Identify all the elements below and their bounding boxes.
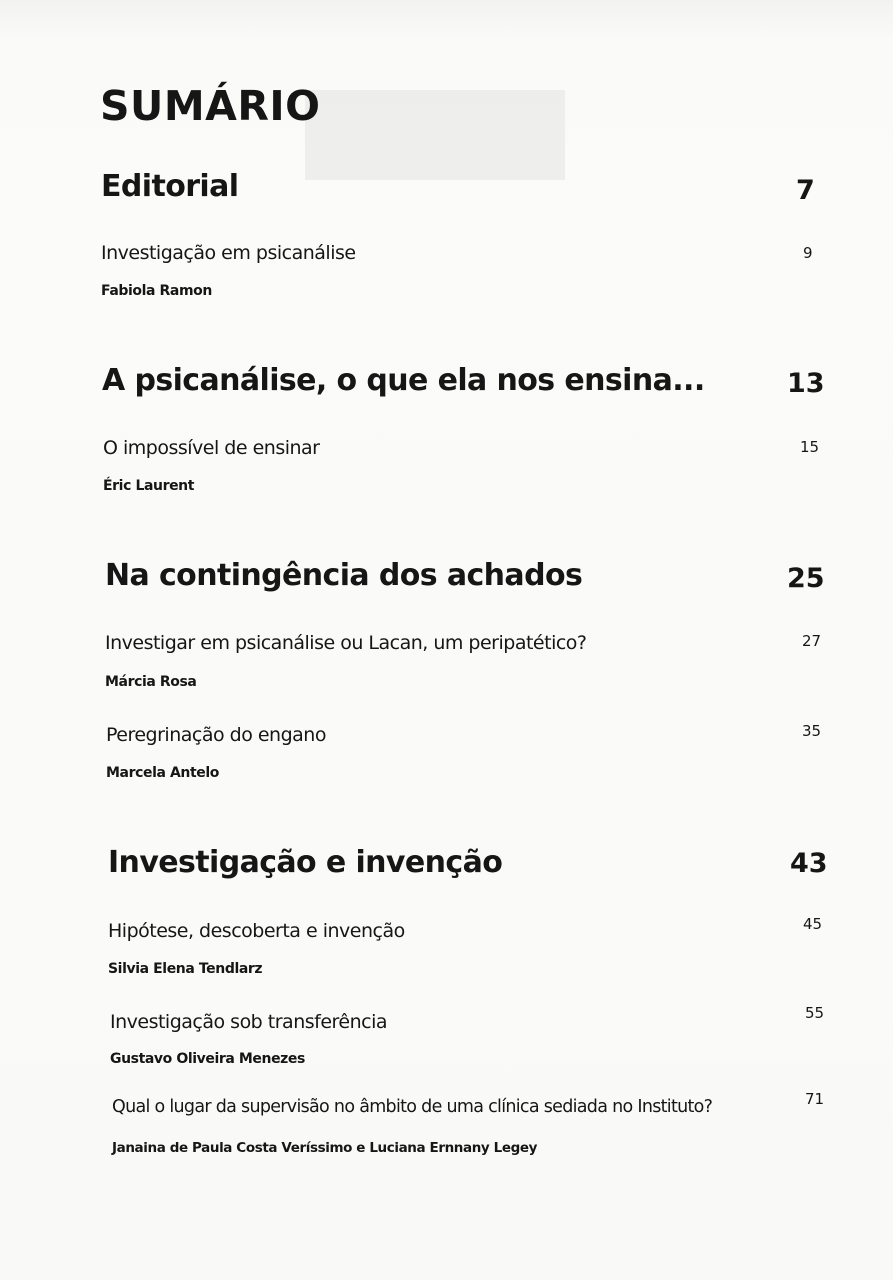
article-author: Márcia Rosa [105,674,197,690]
article-page-number: 55 [805,1004,825,1022]
section-page-number: 7 [796,175,815,206]
section-title[interactable]: Investigação e invenção [108,845,503,880]
page-title: SUMÁRIO [100,82,321,130]
article-author: Janaina de Paula Costa Veríssimo e Luciana Ernnany Legey [112,1140,538,1156]
section-title[interactable]: Editorial [101,169,239,204]
article-page-number: 45 [803,915,823,933]
section-title[interactable]: Na contingência dos achados [105,558,583,593]
article-page-number: 27 [802,632,822,650]
article-author: Gustavo Oliveira Menezes [110,1051,305,1067]
article-title[interactable]: Peregrinação do engano [106,724,326,746]
article-title[interactable]: Investigação em psicanálise [101,242,356,264]
article-page-number: 71 [805,1090,825,1108]
show-through-shadow [305,90,565,180]
section-page-number: 25 [787,563,825,594]
article-title[interactable]: Qual o lugar da supervisão no âmbito de uma clínica sediada no Instituto? [112,1097,713,1117]
article-title[interactable]: O impossível de ensinar [103,437,320,459]
section-title[interactable]: A psicanálise, o que ela nos ensina... [102,363,705,398]
section-page-number: 13 [787,368,825,399]
article-title[interactable]: Hipótese, descoberta e invenção [108,920,405,942]
article-author: Silvia Elena Tendlarz [108,961,263,977]
article-title[interactable]: Investigar em psicanálise ou Lacan, um peripatético? [105,632,587,654]
article-author: Marcela Antelo [106,765,220,781]
article-title[interactable]: Investigação sob transferência [110,1011,388,1033]
article-page-number: 9 [803,244,813,262]
article-page-number: 35 [802,722,822,740]
article-author: Fabiola Ramon [101,283,212,299]
section-page-number: 43 [790,848,828,879]
article-page-number: 15 [800,438,820,456]
article-author: Éric Laurent [103,478,195,494]
